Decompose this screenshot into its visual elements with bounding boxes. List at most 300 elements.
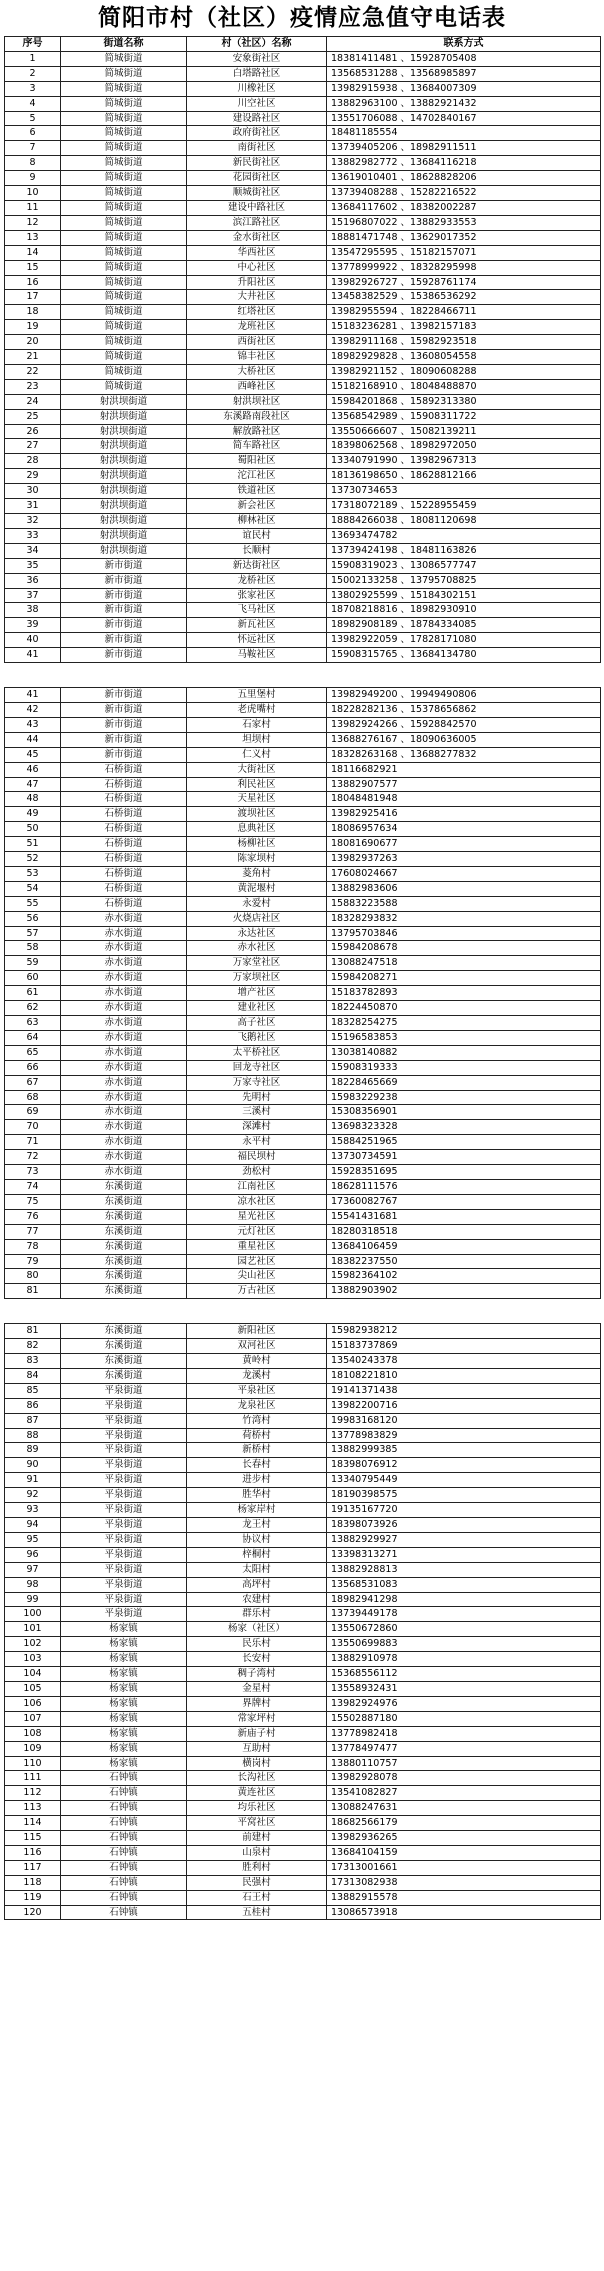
row-contact: 19135167720 <box>327 1503 601 1518</box>
row-street: 新市街道 <box>61 717 187 732</box>
table-row <box>5 1090 601 1105</box>
row-index: 102 <box>5 1637 61 1652</box>
row-village: 横岗村 <box>187 1756 327 1771</box>
row-contact: 15984208678 <box>327 941 601 956</box>
row-contact: 13982200716 <box>327 1398 601 1413</box>
table-row <box>5 1681 601 1696</box>
row-street: 石钟镇 <box>61 1801 187 1816</box>
table-row <box>5 777 601 792</box>
row-village: 五桂村 <box>187 1905 327 1920</box>
row-street: 射洪坝街道 <box>61 514 187 529</box>
row-village: 永达社区 <box>187 926 327 941</box>
table-row <box>5 747 601 762</box>
row-index: 95 <box>5 1532 61 1547</box>
row-street: 石钟镇 <box>61 1816 187 1831</box>
row-village: 凉水社区 <box>187 1194 327 1209</box>
row-street: 新市街道 <box>61 747 187 762</box>
row-street: 平泉街道 <box>61 1607 187 1622</box>
row-index: 86 <box>5 1398 61 1413</box>
table-row <box>5 1443 601 1458</box>
row-street: 简城街道 <box>61 81 187 96</box>
row-village: 红塔社区 <box>187 305 327 320</box>
row-contact: 18382237550 <box>327 1254 601 1269</box>
row-contact: 18982929828 、13608054558 <box>327 350 601 365</box>
row-contact: 18224450870 <box>327 1001 601 1016</box>
row-index: 43 <box>5 717 61 732</box>
row-street: 平泉街道 <box>61 1592 187 1607</box>
row-index: 22 <box>5 364 61 379</box>
row-index: 31 <box>5 499 61 514</box>
row-street: 杨家镇 <box>61 1756 187 1771</box>
row-contact: 13550666607 、15082139211 <box>327 424 601 439</box>
row-index: 10 <box>5 186 61 201</box>
row-contact: 13882907577 <box>327 777 601 792</box>
row-street: 简城街道 <box>61 66 187 81</box>
table-row <box>5 633 601 648</box>
row-village: 华西社区 <box>187 245 327 260</box>
row-street: 射洪坝街道 <box>61 424 187 439</box>
header-contact: 联系方式 <box>327 37 601 52</box>
row-index: 87 <box>5 1413 61 1428</box>
row-contact: 13882910978 <box>327 1652 601 1667</box>
row-street: 石桥街道 <box>61 837 187 852</box>
row-street: 简城街道 <box>61 200 187 215</box>
row-contact: 18398076912 <box>327 1458 601 1473</box>
row-village: 民乐村 <box>187 1637 327 1652</box>
table-row <box>5 732 601 747</box>
row-contact: 13340795449 <box>327 1473 601 1488</box>
table-row <box>5 971 601 986</box>
row-index: 81 <box>5 1324 61 1339</box>
row-contact: 17360082767 <box>327 1194 601 1209</box>
row-contact: 13558932431 <box>327 1681 601 1696</box>
row-contact: 13982924266 、15928842570 <box>327 717 601 732</box>
table-row <box>5 1562 601 1577</box>
row-village: 万家堂社区 <box>187 956 327 971</box>
row-contact: 13882982772 、13684116218 <box>327 156 601 171</box>
table-row <box>5 394 601 409</box>
row-index: 106 <box>5 1696 61 1711</box>
document-title: 简阳市村（社区）疫情应急值守电话表 <box>98 4 506 31</box>
row-contact: 18116682921 <box>327 762 601 777</box>
row-village: 升阳社区 <box>187 275 327 290</box>
table-row <box>5 941 601 956</box>
table-row <box>5 1592 601 1607</box>
row-index: 48 <box>5 792 61 807</box>
row-village: 均乐社区 <box>187 1801 327 1816</box>
row-village: 建业社区 <box>187 1001 327 1016</box>
row-street: 石桥街道 <box>61 762 187 777</box>
table-row <box>5 1413 601 1428</box>
row-village: 顺城街社区 <box>187 186 327 201</box>
row-village: 尖山社区 <box>187 1269 327 1284</box>
row-village: 菱角村 <box>187 866 327 881</box>
row-contact: 13541082827 <box>327 1786 601 1801</box>
row-contact: 18628111576 <box>327 1179 601 1194</box>
row-street: 简城街道 <box>61 230 187 245</box>
row-contact: 13739408288 、15282216522 <box>327 186 601 201</box>
row-street: 简城街道 <box>61 320 187 335</box>
table-row <box>5 126 601 141</box>
row-contact: 15502887180 <box>327 1711 601 1726</box>
row-street: 平泉街道 <box>61 1562 187 1577</box>
row-street: 平泉街道 <box>61 1532 187 1547</box>
table-row <box>5 1607 601 1622</box>
row-street: 简城街道 <box>61 126 187 141</box>
row-index: 88 <box>5 1428 61 1443</box>
row-village: 新达街社区 <box>187 558 327 573</box>
row-village: 锦丰社区 <box>187 350 327 365</box>
row-contact: 15984201868 、15892313380 <box>327 394 601 409</box>
row-contact: 13730734591 <box>327 1150 601 1165</box>
row-index: 47 <box>5 777 61 792</box>
row-street: 杨家镇 <box>61 1637 187 1652</box>
table-row <box>5 688 601 703</box>
row-village: 石家村 <box>187 717 327 732</box>
row-village: 竹湾村 <box>187 1413 327 1428</box>
row-village: 太阳村 <box>187 1562 327 1577</box>
row-village: 谊民村 <box>187 528 327 543</box>
table-row <box>5 245 601 260</box>
row-village: 新会社区 <box>187 499 327 514</box>
table-row <box>5 1324 601 1339</box>
table-row <box>5 1488 601 1503</box>
row-index: 103 <box>5 1652 61 1667</box>
row-index: 57 <box>5 926 61 941</box>
row-village: 白塔路社区 <box>187 66 327 81</box>
row-contact: 18328254275 <box>327 1016 601 1031</box>
row-village: 建设路社区 <box>187 111 327 126</box>
row-village: 花园街社区 <box>187 171 327 186</box>
table-row <box>5 141 601 156</box>
row-contact: 13550699883 <box>327 1637 601 1652</box>
row-contact: 13880110757 <box>327 1756 601 1771</box>
row-index: 36 <box>5 573 61 588</box>
row-street: 石钟镇 <box>61 1875 187 1890</box>
row-index: 9 <box>5 171 61 186</box>
row-street: 平泉街道 <box>61 1443 187 1458</box>
row-index: 24 <box>5 394 61 409</box>
row-index: 29 <box>5 469 61 484</box>
row-street: 新市街道 <box>61 573 187 588</box>
row-street: 东溪街道 <box>61 1224 187 1239</box>
row-street: 石钟镇 <box>61 1890 187 1905</box>
row-street: 简城街道 <box>61 96 187 111</box>
row-contact: 18228465669 <box>327 1075 601 1090</box>
table-row <box>5 1711 601 1726</box>
row-index: 17 <box>5 290 61 305</box>
row-contact: 18280318518 <box>327 1224 601 1239</box>
row-village: 新庙子村 <box>187 1726 327 1741</box>
row-village: 前建村 <box>187 1831 327 1846</box>
row-village: 柳林社区 <box>187 514 327 529</box>
table-row <box>5 1120 601 1135</box>
table-row <box>5 717 601 732</box>
row-village: 福民坝村 <box>187 1150 327 1165</box>
table-row <box>5 439 601 454</box>
row-index: 111 <box>5 1771 61 1786</box>
row-contact: 13038140882 <box>327 1045 601 1060</box>
row-contact: 13088247631 <box>327 1801 601 1816</box>
row-contact: 13882983606 <box>327 881 601 896</box>
row-index: 50 <box>5 822 61 837</box>
row-index: 77 <box>5 1224 61 1239</box>
row-village: 新阳社区 <box>187 1324 327 1339</box>
row-index: 117 <box>5 1860 61 1875</box>
row-index: 39 <box>5 618 61 633</box>
row-street: 石桥街道 <box>61 881 187 896</box>
row-village: 万古社区 <box>187 1284 327 1299</box>
row-street: 射洪坝街道 <box>61 469 187 484</box>
table-row <box>5 956 601 971</box>
row-contact: 13795703846 <box>327 926 601 941</box>
table-row <box>5 1503 601 1518</box>
row-street: 赤水街道 <box>61 1045 187 1060</box>
row-contact: 15982364102 <box>327 1269 601 1284</box>
table-row <box>5 1179 601 1194</box>
row-contact: 13551706088 、14702840167 <box>327 111 601 126</box>
row-index: 116 <box>5 1845 61 1860</box>
row-street: 简城街道 <box>61 364 187 379</box>
row-contact: 18048481948 <box>327 792 601 807</box>
table-row <box>5 528 601 543</box>
row-contact: 18708218816 、18982930910 <box>327 603 601 618</box>
row-street: 赤水街道 <box>61 971 187 986</box>
row-village: 坦坝村 <box>187 732 327 747</box>
row-contact: 18682566179 <box>327 1816 601 1831</box>
row-street: 杨家镇 <box>61 1696 187 1711</box>
section-gap <box>5 663 601 688</box>
row-contact: 13982921152 、18090608288 <box>327 364 601 379</box>
row-index: 119 <box>5 1890 61 1905</box>
row-village: 万家坝社区 <box>187 971 327 986</box>
row-contact: 18081690677 <box>327 837 601 852</box>
row-contact: 13982936265 <box>327 1831 601 1846</box>
row-contact: 13684106459 <box>327 1239 601 1254</box>
row-street: 平泉街道 <box>61 1398 187 1413</box>
row-street: 平泉街道 <box>61 1503 187 1518</box>
row-index: 89 <box>5 1443 61 1458</box>
table-row <box>5 514 601 529</box>
row-village: 常家坪村 <box>187 1711 327 1726</box>
table-row <box>5 1473 601 1488</box>
row-index: 93 <box>5 1503 61 1518</box>
row-index: 79 <box>5 1254 61 1269</box>
table-row <box>5 837 601 852</box>
row-street: 杨家镇 <box>61 1726 187 1741</box>
row-street: 杨家镇 <box>61 1711 187 1726</box>
row-index: 100 <box>5 1607 61 1622</box>
row-index: 27 <box>5 439 61 454</box>
row-street: 石钟镇 <box>61 1905 187 1920</box>
row-contact: 15183782893 <box>327 986 601 1001</box>
row-contact: 13730734653 <box>327 484 601 499</box>
row-street: 新市街道 <box>61 732 187 747</box>
row-street: 赤水街道 <box>61 956 187 971</box>
row-index: 97 <box>5 1562 61 1577</box>
row-index: 6 <box>5 126 61 141</box>
row-village: 互助村 <box>187 1741 327 1756</box>
row-contact: 13619010401 、18628828206 <box>327 171 601 186</box>
table-header-row <box>5 37 601 52</box>
row-index: 61 <box>5 986 61 1001</box>
row-index: 42 <box>5 702 61 717</box>
table-row <box>5 1741 601 1756</box>
row-index: 107 <box>5 1711 61 1726</box>
table-row <box>5 1831 601 1846</box>
table-row <box>5 822 601 837</box>
table-row <box>5 852 601 867</box>
table-row <box>5 230 601 245</box>
row-index: 32 <box>5 514 61 529</box>
table-row <box>5 1801 601 1816</box>
table-row <box>5 1577 601 1592</box>
row-street: 平泉街道 <box>61 1577 187 1592</box>
row-index: 63 <box>5 1016 61 1031</box>
table-row <box>5 409 601 424</box>
row-contact: 13547295595 、15182157071 <box>327 245 601 260</box>
table-row <box>5 1532 601 1547</box>
row-street: 赤水街道 <box>61 941 187 956</box>
row-street: 石桥街道 <box>61 866 187 881</box>
table-row <box>5 484 601 499</box>
table-row <box>5 1194 601 1209</box>
row-index: 25 <box>5 409 61 424</box>
row-index: 55 <box>5 896 61 911</box>
row-street: 射洪坝街道 <box>61 454 187 469</box>
table-row <box>5 1045 601 1060</box>
row-village: 先明村 <box>187 1090 327 1105</box>
row-contact: 15883223588 <box>327 896 601 911</box>
row-street: 赤水街道 <box>61 1060 187 1075</box>
row-village: 平窝社区 <box>187 1816 327 1831</box>
row-index: 35 <box>5 558 61 573</box>
row-street: 石桥街道 <box>61 777 187 792</box>
table-row <box>5 290 601 305</box>
row-street: 东溪街道 <box>61 1269 187 1284</box>
row-street: 简城街道 <box>61 335 187 350</box>
row-village: 黄泥堰村 <box>187 881 327 896</box>
row-contact: 13684104159 <box>327 1845 601 1860</box>
row-index: 28 <box>5 454 61 469</box>
table-row <box>5 454 601 469</box>
table-row <box>5 260 601 275</box>
row-index: 105 <box>5 1681 61 1696</box>
row-contact: 13088247518 <box>327 956 601 971</box>
row-village: 新瓦社区 <box>187 618 327 633</box>
row-contact: 15983229238 <box>327 1090 601 1105</box>
row-contact: 13698323328 <box>327 1120 601 1135</box>
row-street: 石桥街道 <box>61 792 187 807</box>
row-village: 群乐村 <box>187 1607 327 1622</box>
table-row <box>5 543 601 558</box>
row-village: 长春村 <box>187 1458 327 1473</box>
row-index: 30 <box>5 484 61 499</box>
row-village: 高子社区 <box>187 1016 327 1031</box>
table-row <box>5 186 601 201</box>
row-village: 东溪路南段社区 <box>187 409 327 424</box>
row-index: 115 <box>5 1831 61 1846</box>
row-village: 民强村 <box>187 1875 327 1890</box>
row-index: 1 <box>5 51 61 66</box>
row-street: 东溪街道 <box>61 1239 187 1254</box>
row-index: 12 <box>5 215 61 230</box>
row-village: 稠子湾村 <box>187 1667 327 1682</box>
row-index: 92 <box>5 1488 61 1503</box>
row-village: 太平桥社区 <box>187 1045 327 1060</box>
row-street: 石桥街道 <box>61 852 187 867</box>
row-index: 33 <box>5 528 61 543</box>
row-street: 杨家镇 <box>61 1681 187 1696</box>
row-street: 杨家镇 <box>61 1741 187 1756</box>
table-row <box>5 1209 601 1224</box>
table-row <box>5 792 601 807</box>
table-row <box>5 335 601 350</box>
row-street: 石钟镇 <box>61 1845 187 1860</box>
row-index: 19 <box>5 320 61 335</box>
table-row <box>5 424 601 439</box>
table-row <box>5 1383 601 1398</box>
table-row <box>5 986 601 1001</box>
row-village: 黄岭村 <box>187 1354 327 1369</box>
table-row <box>5 1398 601 1413</box>
table-row <box>5 1518 601 1533</box>
row-index: 40 <box>5 633 61 648</box>
row-index: 71 <box>5 1135 61 1150</box>
table-row <box>5 1001 601 1016</box>
table-row <box>5 1622 601 1637</box>
row-street: 新市街道 <box>61 588 187 603</box>
row-village: 长顺村 <box>187 543 327 558</box>
row-index: 18 <box>5 305 61 320</box>
row-village: 江南社区 <box>187 1179 327 1194</box>
table-row <box>5 603 601 618</box>
row-contact: 13458382529 、15386536292 <box>327 290 601 305</box>
table-row <box>5 881 601 896</box>
row-index: 14 <box>5 245 61 260</box>
row-village: 仁义村 <box>187 747 327 762</box>
table-row <box>5 200 601 215</box>
table-row <box>5 499 601 514</box>
table-row <box>5 111 601 126</box>
row-village: 沱江社区 <box>187 469 327 484</box>
row-contact: 13778999922 、18328295998 <box>327 260 601 275</box>
row-street: 东溪街道 <box>61 1284 187 1299</box>
table-row <box>5 1030 601 1045</box>
table-row <box>5 573 601 588</box>
table-row <box>5 1652 601 1667</box>
row-village: 高坪村 <box>187 1577 327 1592</box>
row-village: 回龙寺社区 <box>187 1060 327 1075</box>
row-contact: 18328293832 <box>327 911 601 926</box>
row-village: 永平村 <box>187 1135 327 1150</box>
row-contact: 18398062568 、18982972050 <box>327 439 601 454</box>
row-village: 大井社区 <box>187 290 327 305</box>
table-row <box>5 1667 601 1682</box>
row-index: 64 <box>5 1030 61 1045</box>
row-index: 52 <box>5 852 61 867</box>
row-village: 天星社区 <box>187 792 327 807</box>
row-index: 8 <box>5 156 61 171</box>
row-index: 94 <box>5 1518 61 1533</box>
row-village: 龙桥社区 <box>187 573 327 588</box>
row-village: 安象街社区 <box>187 51 327 66</box>
row-contact: 18108221810 <box>327 1368 601 1383</box>
table-row <box>5 648 601 663</box>
row-village: 简车路社区 <box>187 439 327 454</box>
row-index: 5 <box>5 111 61 126</box>
row-street: 石钟镇 <box>61 1771 187 1786</box>
